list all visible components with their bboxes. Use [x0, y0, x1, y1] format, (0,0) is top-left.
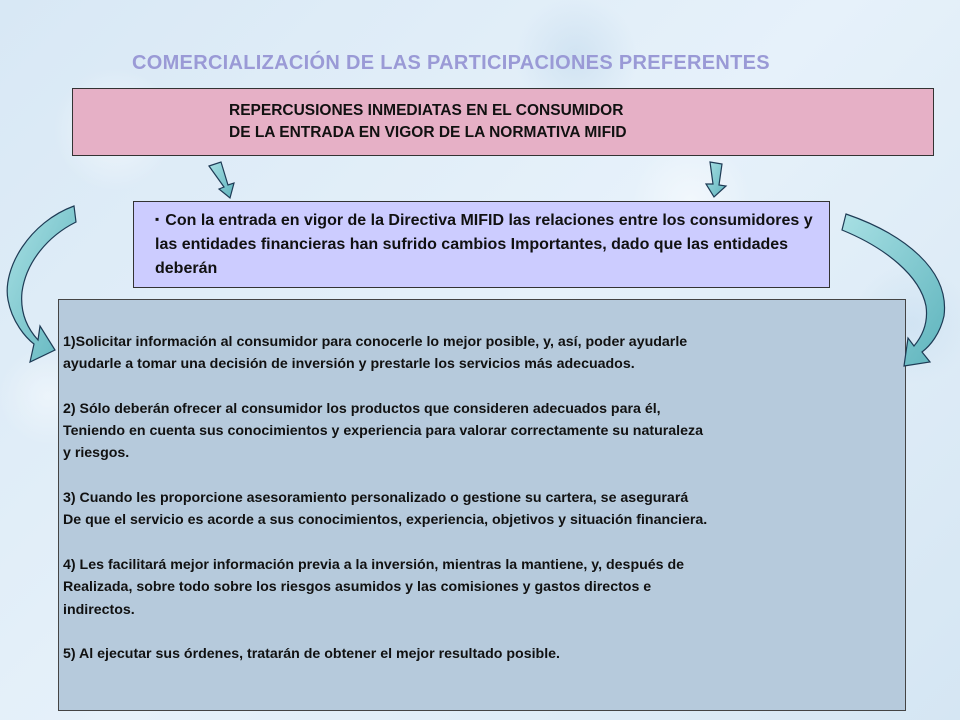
- item-4-line-1: 4) Les facilitará mejor información previa a la inversión, mientras la mantiene, y, después de: [63, 556, 685, 573]
- header-line-2: DE LA ENTRADA EN VIGOR DE LA NORMATIVA MIFID: [229, 124, 627, 141]
- item-3-line-1: 3) Cuando les proporcione asesoramiento personalizado o gestione su cartera, se asegurará: [63, 490, 689, 507]
- down-arrow-right-icon: [706, 162, 726, 197]
- item-4-line-2: Realizada, sobre todo sobre los riesgos asumidos y las comisiones y gastos directos e: [63, 579, 652, 596]
- item-1-line-2: ayudarle a tomar una decisión de inversión y prestarle los servicios más adecuados.: [63, 356, 635, 373]
- item-5-line-1: 5) Al ejecutar sus órdenes, tratarán de obtener el mejor resultado posible.: [63, 646, 560, 663]
- item-1-line-1: 1)Solicitar información al consumidor para conocerle lo mejor posible, y, así, poder ayudarle: [63, 334, 688, 350]
- item-2-line-1: 2) Sólo deberán ofrecer al consumidor los productos que consideren adecuados para él,: [63, 400, 661, 417]
- item-2-line-2: Teniendo en cuenta sus conocimientos y experiencia para valorar correctamente su naturaleza: [63, 423, 703, 440]
- item-3-line-2: De que el servicio es acorde a sus conocimientos, experiencia, objetivos y situación financiera.: [63, 512, 708, 529]
- curved-arrow-right-icon: [842, 214, 945, 366]
- item-2-line-3: y riesgos.: [63, 445, 130, 462]
- header-line-1: REPERCUSIONES INMEDIATAS EN EL CONSUMIDOR: [229, 102, 624, 119]
- item-4-line-3: indirectos.: [63, 601, 135, 618]
- down-arrow-left-icon: [209, 162, 234, 198]
- page-title: COMERCIALIZACIÓN DE LAS PARTICIPACIONES PREFERENTES: [132, 52, 770, 74]
- bullet-icon: ▪: [155, 212, 160, 226]
- curved-arrow-left-icon: [7, 206, 76, 362]
- intro-text: Con la entrada en vigor de la Directiva MIFID las relaciones entre los consumidores y las entidades financieras han sufrido cambios Importantes, dado que las entidades deberán: [155, 212, 813, 277]
